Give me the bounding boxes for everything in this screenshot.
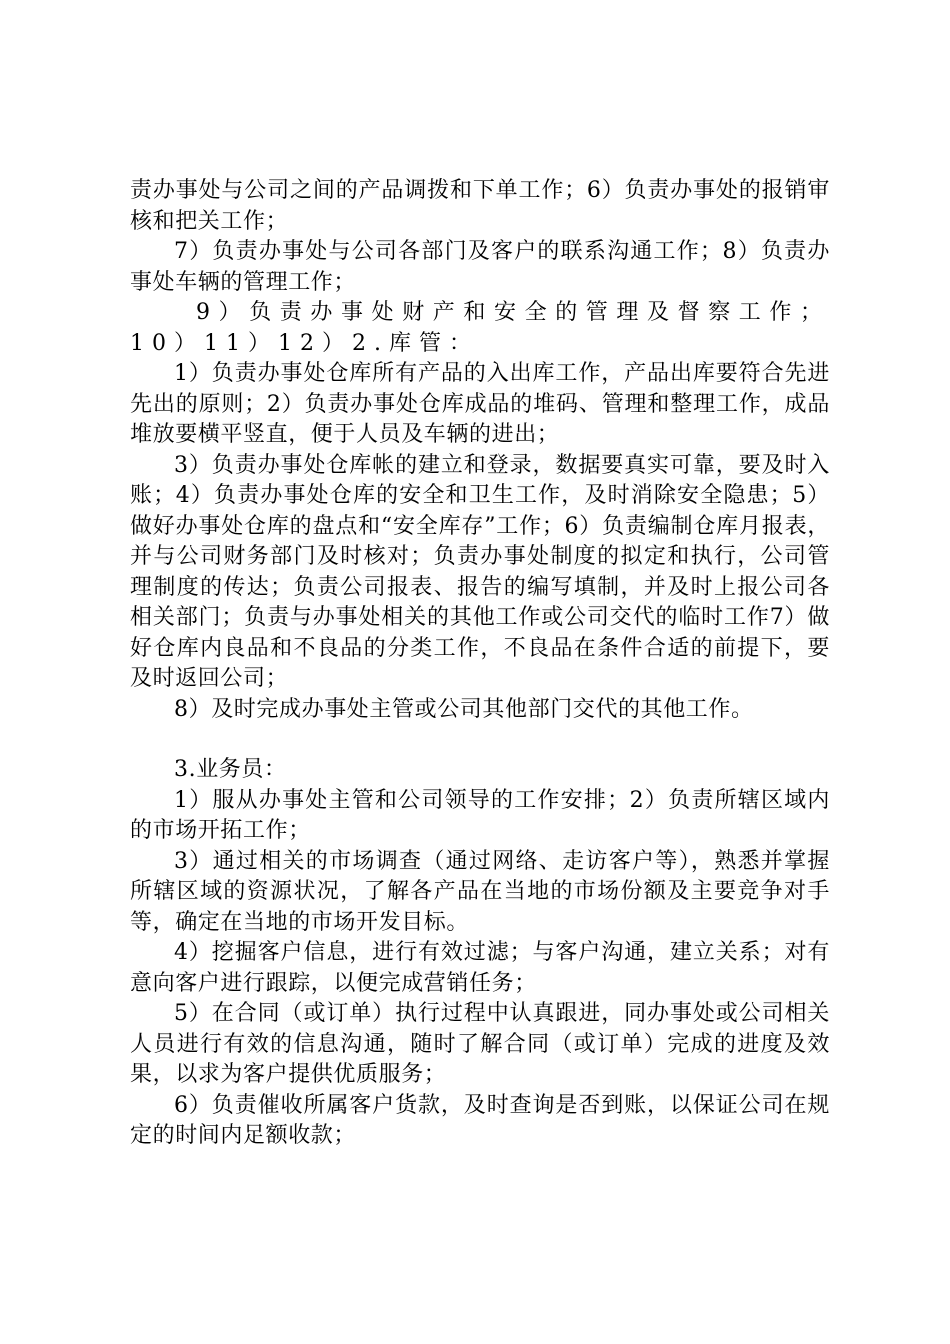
paragraph-sales-4: 4）挖掘客户信息，进行有效过滤；与客户沟通，建立关系；对有意向客户进行跟踪，以便完成营销任务； — [130, 940, 830, 996]
paragraph-sales-6: 6）负责催收所属客户货款，及时查询是否到账，以保证公司在规定的时间内足额收款； — [130, 1092, 830, 1148]
section-heading-salesperson: 3.业务员： — [174, 757, 287, 782]
document-page — [130, 176, 830, 1152]
paragraph-warehouse-1-2: 1）负责办事处仓库所有产品的入出库工作，产品出库要符合先进先出的原则；2）负责办事处仓库成品的堆码、管理和整理工作，成品堆放要横平竖直，便于人员及车辆的进出； — [130, 361, 830, 447]
paragraph-sales-1-2: 1）服从办事处主管和公司领导的工作安排；2）负责所辖区域内的市场开拓工作； — [130, 787, 830, 843]
paragraph-sales-3: 3）通过相关的市场调查（通过网络、走访客户等），熟悉并掌握所辖区域的资源状况，了解各产品在当地的市场份额及主要竞争对手等，确定在当地的市场开发目标。 — [130, 848, 830, 935]
paragraph-continuation: 责办事处与公司之间的产品调拨和下单工作；6）负责办事处的报销审核和把关工作； — [130, 178, 830, 234]
paragraph-item-7-8: 7）负责办事处与公司各部门及客户的联系沟通工作；8）负责办事处车辆的管理工作； — [130, 239, 830, 295]
paragraph-item-9-warehouse-heading: 9）负责办事处财产和安全的管理及督察工作；10）11）12）2.库管： — [130, 300, 830, 356]
paragraph-sales-5: 5）在合同（或订单）执行过程中认真跟进，同办事处或公司相关人员进行有效的信息沟通，随时了解合同（或订单）完成的进度及效果，以求为客户提供优质服务； — [130, 1001, 830, 1087]
blank-line — [130, 725, 830, 755]
paragraph-warehouse-3-7: 3）负责办事处仓库帐的建立和登录，数据要真实可靠，要及时入账；4）负责办事处仓库的安全和卫生工作，及时消除安全隐患；5）做好办事处仓库的盘点和“安全库存”工作；6）负责编制仓库月报表，并与公司财务部门及时核对；负责办事处制度的拟定和执行，公司管理制度的传达；负责公司报表、报告的编写填制，并及时上报公司各相关部门；负责与办事处相关的其他工作或公司交代的临时工作7）做好仓库内良品和不良品的分类工作，不良品在条件合适的前提下，要及时返回公司； — [130, 452, 830, 691]
paragraph-warehouse-8: 8）及时完成办事处主管或公司其他部门交代的其他工作。 — [174, 696, 754, 722]
